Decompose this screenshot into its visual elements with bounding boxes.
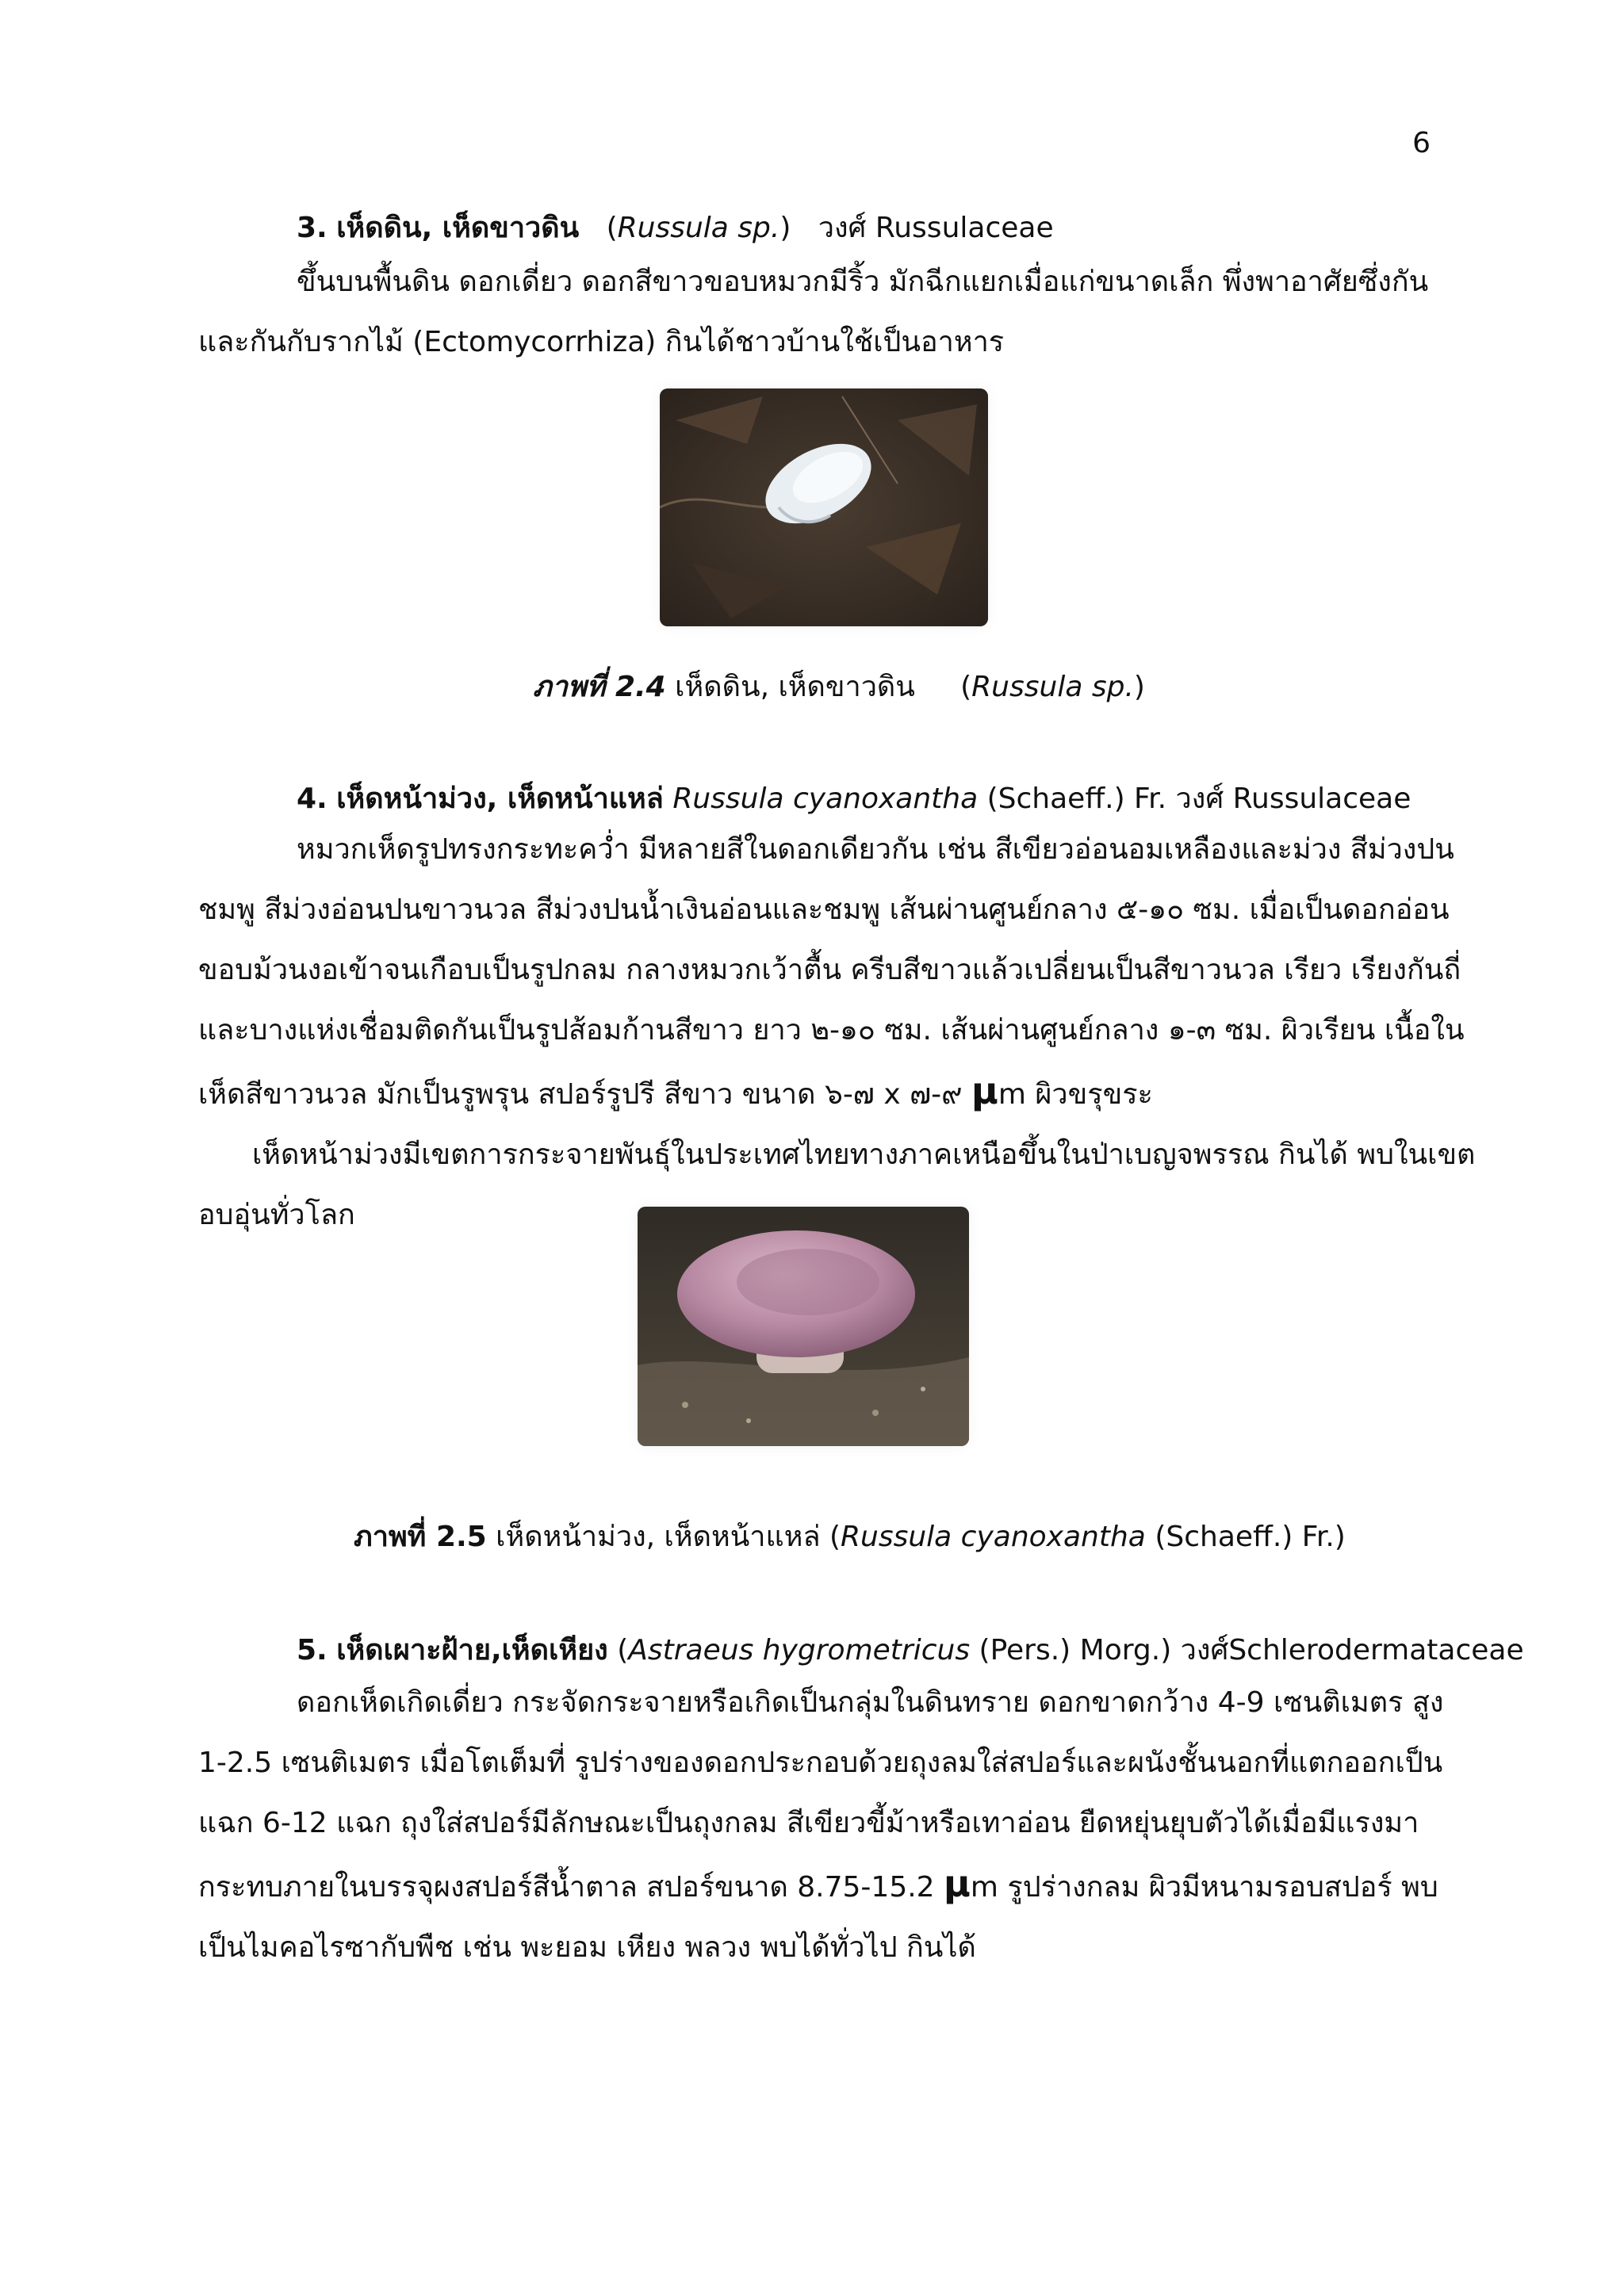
section-3-description (198, 252, 1427, 373)
close-paren: ) (779, 212, 791, 244)
section-5-number: 5. (297, 1634, 327, 1667)
section-5-line-2: 1-2.5 เซนติเมตร เมื่อโตเต็มที่ รูปร่างของดอกประกอบด้วยถุงลมใส่สปอร์และผนังชั้นนอกที่แตกออกเป็น (198, 1747, 1443, 1779)
section-3-number: 3. (297, 212, 327, 244)
section-3-line-1: ขึ้นบนพื้นดิน ดอกเดี่ยว ดอกสีขาวขอบหมวกมีริ้ว มักฉีกแยกเมื่อแก่ขนาดเล็ก พึ่งพาอาศัยซึ่งกัน (297, 266, 1429, 298)
caption-text: เห็ดหน้าม่วง, เห็ดหน้าแหล่ ( (496, 1521, 841, 1553)
line-4-text: กระทบภายในบรรจุผงสปอร์สีน้ำตาล สปอร์ขนาด 8.75-15.2 (198, 1871, 935, 1904)
figure-2-4-caption (533, 664, 1145, 709)
section-3-line-2: และกันกับรากไม้ (Ectomycorrhiza) กินได้ชาวบ้านใช้เป็นอาหาร (198, 326, 1005, 358)
caption-text: เห็ดดิน, เห็ดขาวดิน (675, 671, 915, 703)
section-5-heading (297, 1627, 1524, 1672)
section-4-line-2: ชมพู สีม่วงอ่อนปนขาวนวล สีม่วงปนน้ำเงินอ่อนและชมพู เส้นผ่านศูนย์กลาง ๕-๑๐ ซม. เมื่อเป็นดอกอ่อน (198, 894, 1450, 926)
close-paren: ) (1133, 671, 1145, 703)
section-4-author-family: (Schaeff.) Fr. วงศ์ Russulaceae (986, 783, 1411, 815)
section-5-line-4 (198, 1854, 1438, 1918)
line-5-text: เห็ดสีขาวนวล มักเป็นรูพรุน สปอร์รูปรี สีขาว ขนาด ๖-๗ x ๗-๙ (198, 1078, 963, 1111)
figure-2-5-caption (354, 1513, 1346, 1559)
caption-author: (Schaeff.) Fr.) (1155, 1521, 1346, 1553)
section-5-line-5: เป็นไมคอไรซากับพืช เช่น พะยอม เหียง พลวง พบได้ทั่วไป กินได้ (198, 1931, 976, 1964)
section-5-scientific-name: Astraeus hygrometricus (628, 1634, 971, 1667)
line-5-unit: m ผิวขรุขระ (998, 1078, 1153, 1111)
purple-mushroom-image (638, 1207, 969, 1446)
section-3-family: วงศ์ Russulaceae (818, 212, 1054, 244)
open-paren: ( (960, 671, 972, 703)
section-4-name: เห็ดหน้าม่วง, เห็ดหน้าแหล่ (336, 783, 664, 815)
section-3-name: เห็ดดิน, เห็ดขาวดิน (336, 212, 580, 244)
section-4-description (198, 820, 1476, 1246)
section-4-para2-line-2: อบอุ่นทั่วโลก (198, 1199, 355, 1231)
section-5-name: เห็ดเผาะฝ้าย,เห็ดเหียง (336, 1634, 608, 1667)
open-paren: ( (606, 212, 618, 244)
section-4-line-3: ขอบม้วนงอเข้าจนเกือบเป็นรูปกลม กลางหมวกเว้าตื้น ครีบสีขาวแล้วเปลี่ยนเป็นสีขาวนวล เรียว เรียงกันถี่ (198, 954, 1461, 986)
section-4-line-1: หมวกเห็ดรูปทรงกระทะคว่ำ มีหลายสีในดอกเดียวกัน เช่น สีเขียวอ่อนอมเหลืองและม่วง สีม่วงปน (297, 833, 1454, 866)
section-4-line-4: และบางแห่งเชื่อมติดกันเป็นรูปส้อมก้านสีขาว ยาว ๒-๑๐ ซม. เส้นผ่านศูนย์กลาง ๑-๓ ซม. ผิวเรียน เนื้อใน (198, 1014, 1465, 1047)
open-paren: ( (617, 1634, 629, 1667)
micro-symbol: μ (944, 1862, 971, 1905)
section-4-line-5 (198, 1061, 1435, 1125)
page-number: 6 (1412, 127, 1431, 159)
section-5-author-family: (Pers.) Morg.) วงศ์Schlerodermataceae (979, 1634, 1524, 1667)
section-4-number: 4. (297, 783, 327, 815)
section-5-description (198, 1673, 1444, 1978)
section-3-scientific-name: Russula sp. (617, 212, 780, 244)
caption-scientific-name: Russula sp. (971, 671, 1134, 703)
section-4-para2-line-1: เห็ดหน้าม่วงมีเขตการกระจายพันธุ์ในประเทศไทยทางภาคเหนือขึ้นในป่าเบญจพรรณ กินได้ พบในเขต (252, 1138, 1476, 1171)
caption-scientific-name: Russula cyanoxantha (841, 1521, 1146, 1553)
section-4-scientific-name: Russula cyanoxantha (672, 783, 979, 815)
micro-symbol: μ (971, 1070, 998, 1112)
section-5-line-1: ดอกเห็ดเกิดเดี่ยว กระจัดกระจายหรือเกิดเป็นกลุ่มในดินทราย ดอกขาดกว้าง 4-9 เซนติเมตร สูง (297, 1686, 1444, 1719)
caption-label: ภาพที่ 2.4 (533, 671, 666, 703)
white-mushroom-image (660, 388, 988, 626)
section-3-heading (297, 205, 1054, 250)
purple-mushroom-photo (638, 1207, 969, 1446)
caption-label: ภาพที่ 2.5 (354, 1521, 487, 1553)
section-4-heading (297, 775, 1411, 821)
white-mushroom-photo (660, 388, 988, 626)
line-4-rest: m รูปร่างกลม ผิวมีหนามรอบสปอร์ พบ (970, 1871, 1438, 1904)
section-5-line-3: แฉก 6-12 แฉก ถุงใส่สปอร์มีลักษณะเป็นถุงกลม สีเขียวขี้ม้าหรือเทาอ่อน ยืดหยุ่นยุบตัวได้เมื่อมีแรงมา (198, 1807, 1419, 1839)
